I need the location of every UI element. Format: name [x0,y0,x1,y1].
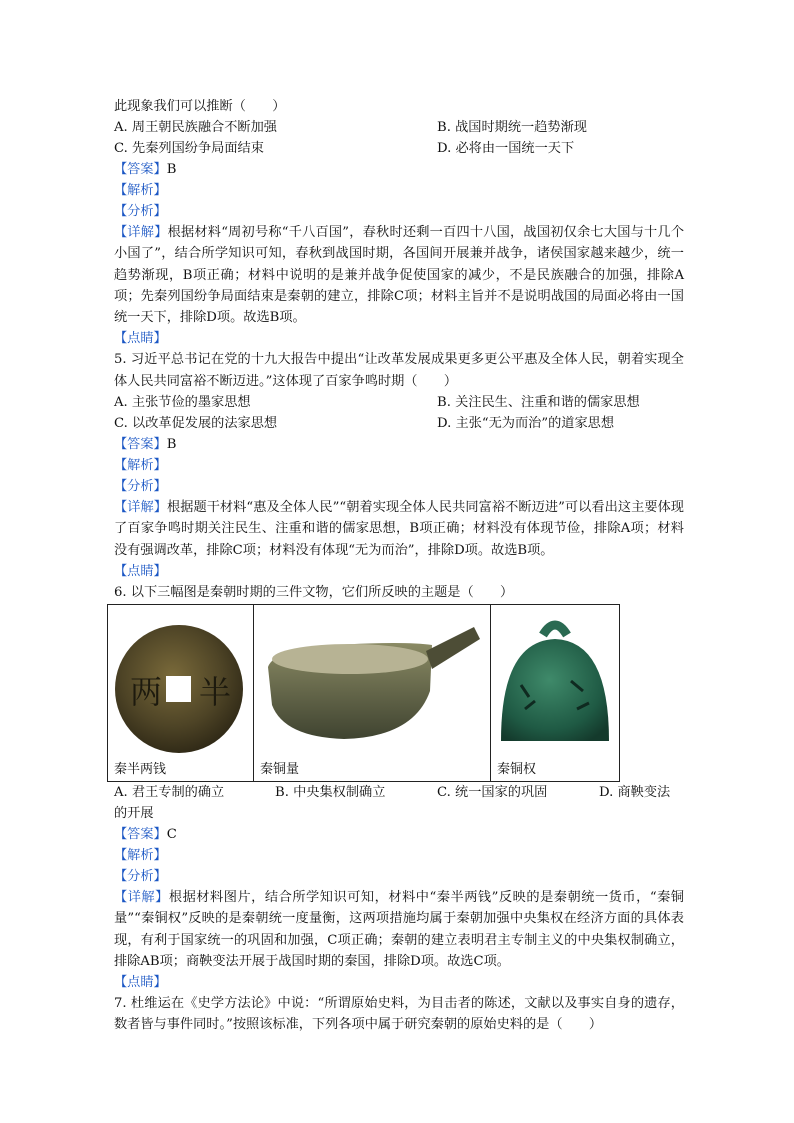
caption-weight: 秦铜权 [497,761,537,777]
coin-image [108,605,253,755]
q5-option-b[interactable]: B. 关注民生、注重和谐的儒家思想 [437,395,640,411]
q5-xiangjie-text: 根据题干材料“惠及全体人民”“朝着实现全体人民共同富裕不断迈进”可以看出这主要体现了百家争鸣时期关注民生、注重和谐的儒家思想，B项正确；材料没有体现节俭，排除A项；材料没有强调改革，排除C项；材料没有体现“无为而治”，排除D项。故选B项。 [114,500,684,558]
coin-square-hole [166,676,191,702]
q5-option-a[interactable]: A. 主张节俭的墨家思想 [114,395,251,411]
weight-body [501,639,609,741]
q5-stem: 5. 习近平总书记在党的十九大报告中提出“让改革发展成果更多更公平惠及全体人民，朝着实现全体人民共同富裕不断迈进。”这体现了百家争鸣时期（ ） [114,352,684,389]
figure-cell-measure [254,604,491,781]
q5-answer [114,434,684,455]
q5-option-c[interactable]: C. 以改革促发展的法家思想 [114,416,278,432]
q4-option-b[interactable]: B. 战国时期统一趋势渐现 [437,120,587,135]
q6-xiangjie [114,887,684,972]
xiangjie-tag: 【详解】 [114,500,167,516]
q6-answer-value: C [166,826,177,842]
answer-tag: 【答案】 [114,162,167,177]
figure-coin [108,605,253,781]
q4-xiangjie [114,222,684,328]
document-page [114,96,684,1036]
q4-option-a[interactable]: A. 周王朝民族融合不断加强 [114,120,277,135]
q4-xiangjie-text: 根据材料“周初号称“千八百国”，春秋时还剩一百四十八国，战国初仅余七大国与十几个小国了”，结合所学知识可知，春秋到战国时期，各国间开展兼并战争，诸侯国家越来越少，统一趋势渐现，B项正确；材料中说明的是兼并战争促使国家的减少，不是民族融合的加强，排除A项；先秦列国纷争局面结束是秦朝的建立，排除C项；材料主旨并不是说明战国的局面必将由一国统一天下，排除D项。故选B项。 [114,225,685,326]
q6-stem: 6. 以下三幅图是秦朝时期的三件文物，它们所反映的主题是（ ） [114,584,514,600]
q5-answer-value: B [166,437,177,453]
q6-xiangjie-text: 根据材料图片，结合所学知识可知，材料中“秦半两钱”反映的是秦朝统一货币，“秦铜量”“秦铜权”反映的是秦朝统一度量衡，这两项措施均属于秦朝加强中央集权在经济方面的具体表现，有利于国家统一的巩固和加强，C项正确；秦朝的建立表明君主专制主义的中央集权制确立，排除AB项；商鞅变法开展于战国时期的秦国，排除D项。故选C项。 [114,889,684,969]
figure-weight [491,605,619,781]
caption-measure: 秦铜量 [260,761,300,777]
figure-cell-weight [491,604,620,781]
q6-option-a[interactable]: A. 君王专制的确立 [114,784,225,800]
q6-answer [114,824,684,845]
q5-options-row1 [114,392,684,413]
q5-jiexi-tag: 【解析】 [114,458,167,474]
q4-options-row1 [114,117,684,138]
q6-options-row [114,782,684,803]
q7-stem: 7. 杜维运在《史学方法论》中说：“所谓原始史料，为目击者的陈述，文献以及事实自身的遗存，数者皆与事件同时。”按照该标准，下列各项中属于研究秦朝的原始史料的是（ ） [114,996,684,1033]
measure-image [254,605,490,755]
q5-fenxi-tag: 【分析】 [114,479,167,495]
q4-fenxi-tag: 【分析】 [114,204,167,219]
q4-option-c[interactable]: C. 先秦列国纷争局面结束 [114,141,264,156]
figure-cell-coin [108,604,254,781]
q6-option-d[interactable]: D. 商鞅变法 [599,784,671,800]
xiangjie-tag: 【详解】 [114,889,169,905]
q4-stem-end: 此现象我们可以推断（ ） [114,99,286,114]
coin-char-right: 半 [199,672,232,711]
q4-options-row2 [114,138,684,159]
measure-cup-opening [272,644,428,674]
weight-image [491,605,619,755]
q5-options-row2 [114,413,684,434]
measure-handle [426,627,480,669]
q4-option-d[interactable]: D. 必将由一国统一天下 [437,141,575,156]
answer-tag: 【答案】 [114,437,167,453]
q6-option-b[interactable]: B. 中央集权制确立 [275,784,386,800]
q4-dianjing-tag: 【点睛】 [114,331,167,347]
q4-jiexi-tag: 【解析】 [114,183,167,198]
q6-figure-table [107,604,620,782]
q5-option-d[interactable]: D. 主张“无为而治”的道家思想 [437,416,615,432]
q6-fenxi-tag: 【分析】 [114,868,167,884]
weight-loop [543,625,567,635]
q4-answer [114,159,684,180]
q6-jiexi-tag: 【解析】 [114,847,167,863]
q6-dianjing-tag: 【点睛】 [114,975,167,991]
coin-char-left: 两 [130,672,163,711]
caption-coin: 秦半两钱 [114,761,167,777]
xiangjie-tag: 【详解】 [114,225,168,240]
q5-dianjing-tag: 【点睛】 [114,563,167,579]
answer-tag: 【答案】 [114,826,167,842]
q5-xiangjie [114,497,684,561]
q6-option-c[interactable]: C. 统一国家的巩固 [437,784,548,800]
figure-measure [254,605,490,781]
q4-answer-value: B [166,162,177,177]
q6-option-d-cont: 的开展 [114,805,154,821]
